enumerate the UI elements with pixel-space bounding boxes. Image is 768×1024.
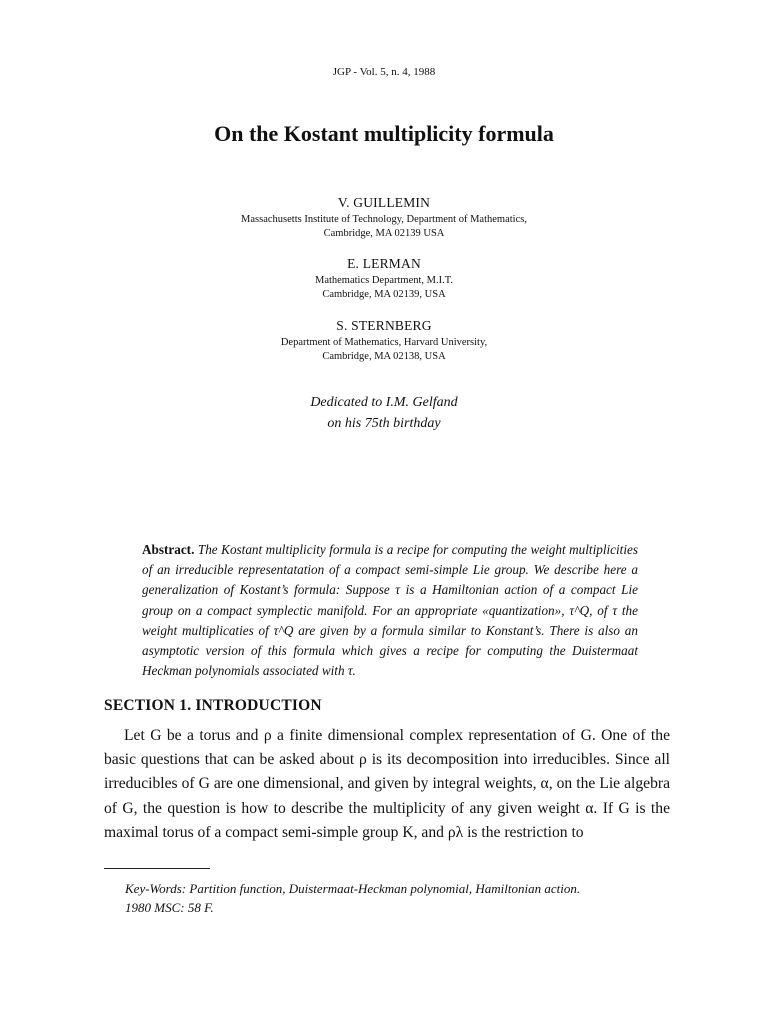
dedication-line: Dedicated to I.M. Gelfand <box>310 395 458 410</box>
paper-title: On the Kostant multiplicity formula <box>214 121 554 146</box>
author-affiliation-line: Department of Mathematics, Harvard University, <box>280 337 488 348</box>
abstract <box>142 540 638 681</box>
author-block <box>0 316 768 364</box>
intro-paragraph <box>104 724 670 845</box>
journal-reference: JGP - Vol. 5, n. 4, 1988 <box>332 66 436 78</box>
author-name: E. LERMAN <box>347 256 421 271</box>
author-name: V. GUILLEMIN <box>337 195 431 210</box>
author-affiliation-line: Cambridge, MA 02139 USA <box>323 228 445 239</box>
section-heading: SECTION 1. INTRODUCTION <box>104 697 322 714</box>
footnote <box>125 879 685 917</box>
dedication <box>0 392 768 434</box>
author-affiliation-line: Massachusetts Institute of Technology, Department of Mathematics, <box>241 214 527 225</box>
author-affiliation-line: Cambridge, MA 02139, USA <box>322 289 446 300</box>
author-name: S. STERNBERG <box>336 318 432 333</box>
intro-text: Let G be a torus and ρ a finite dimensional complex representation of G. One of the basic questions that can be asked about ρ is its decomposition into irreducibles. Since all irreducibles of G are one dimensional, and given by integral weights, α, on the Lie algebra of G, the question is how to describe the multiplicity of any given weight α. If G is the maximal torus of a compact semi-simple group K, and ρλ is the restriction to <box>104 727 670 841</box>
footnote-divider <box>104 868 210 869</box>
footnote-msc: 1980 MSC: 58 F. <box>125 900 214 915</box>
author-block <box>0 254 768 302</box>
dedication-line: on his 75th birthday <box>327 416 441 431</box>
author-affiliation-line: Mathematics Department, M.I.T. <box>314 275 453 286</box>
author-affiliation-line: Cambridge, MA 02138, USA <box>322 351 446 362</box>
abstract-text: The Kostant multiplicity formula is a recipe for computing the weight multiplicities of an irreducible representatation of a compact semi-simple Lie group. We describe here a generalization of Kostant’s formula: Suppose τ is a Hamiltonian action of a compact Lie group on a compact symplectic manifold. For an appropriate «quantization», τ^Q, of τ the weight multiplicaties of τ^Q are given by a formula similar to Konstant’s. There is also an asymptotic version of this formula which gives a recipe for computing the Duistermaat Heckman polynomials associated with τ. <box>142 542 639 679</box>
abstract-label: Abstract. <box>142 542 195 557</box>
author-block <box>0 193 768 241</box>
footnote-keywords: Key-Words: Partition function, Duistermaat-Heckman polynomial, Hamiltonian action. <box>125 881 581 896</box>
